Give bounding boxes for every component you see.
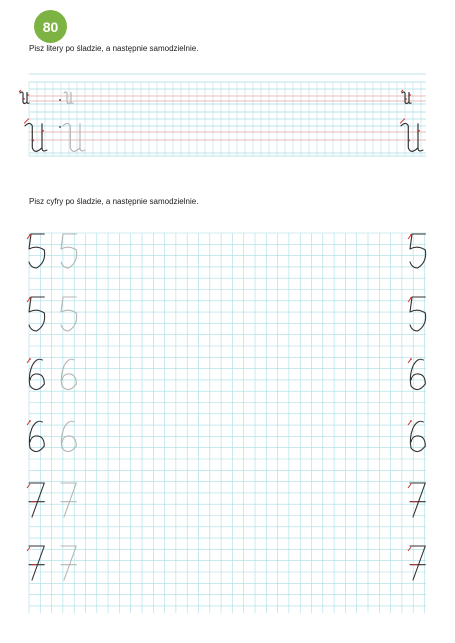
digit-5-stroke	[29, 297, 45, 331]
digit-6-stroke	[29, 359, 44, 389]
model-digit-5	[27, 297, 45, 331]
digit-5-stroke	[410, 234, 426, 268]
start-dot-mark	[42, 130, 44, 132]
letter-u-stroke	[25, 123, 47, 151]
start-dot-mark	[27, 94, 29, 96]
letter-u-stroke	[20, 92, 29, 104]
letter-u-stroke	[401, 123, 423, 151]
model-digit-5-right	[408, 234, 426, 268]
digit-7-stroke	[410, 546, 425, 580]
start-dot-mark	[418, 130, 420, 132]
digit-7-stroke	[29, 483, 44, 517]
letter-practice-area	[19, 74, 426, 156]
start-dot-mark	[29, 420, 31, 422]
model-letter-u-large	[24, 119, 47, 152]
start-arrow-mark	[27, 484, 30, 488]
model-letter-u-large-right	[400, 119, 423, 152]
digits-instruction: Pisz cyfry po śladzie, a następnie samodzielnie.	[29, 197, 199, 206]
letters-instruction: Pisz litery po śladzie, a następnie samodzielnie.	[29, 44, 199, 53]
start-dot-mark	[408, 140, 410, 142]
start-arrow-mark	[408, 547, 411, 551]
start-dot-mark	[410, 358, 412, 360]
start-dot-mark	[29, 297, 31, 299]
letter-u-stroke	[402, 92, 411, 104]
start-dot-mark	[29, 234, 31, 236]
model-digit-7	[27, 483, 44, 517]
model-letter-u-small-right	[401, 90, 411, 104]
model-digit-7-right	[408, 546, 425, 580]
model-letter-u-small	[19, 90, 29, 104]
digit-6-stroke	[410, 359, 425, 389]
digit-5-stroke	[29, 234, 45, 268]
trace-start-dot	[59, 99, 61, 101]
model-digit-5	[27, 234, 45, 268]
trace-letter-u-large	[63, 123, 85, 151]
start-dot-mark	[410, 297, 412, 299]
start-arrow-mark	[408, 484, 411, 488]
start-arrow-mark	[27, 547, 30, 551]
start-dot-mark	[410, 234, 412, 236]
trace-start-dot	[59, 126, 61, 128]
model-digit-7	[27, 546, 44, 580]
start-dot-mark	[23, 98, 25, 100]
model-digit-7-right	[408, 483, 425, 517]
model-digit-5-right	[408, 297, 426, 331]
page-number-badge: 80	[34, 10, 67, 43]
start-dot-mark	[405, 98, 407, 100]
digit-practice-grid	[27, 233, 426, 613]
model-digit-6	[27, 358, 44, 389]
digit-5-stroke	[410, 297, 426, 331]
digit-7-stroke	[410, 483, 425, 517]
letter-u-stroke	[64, 92, 73, 104]
start-arrow-mark	[24, 119, 29, 124]
start-dot-mark	[32, 140, 34, 142]
start-dot-mark	[410, 420, 412, 422]
digit-7-stroke	[29, 546, 44, 580]
trace-letter-u-small	[64, 92, 73, 104]
letter-u-stroke	[63, 123, 85, 151]
start-dot-mark	[29, 358, 31, 360]
start-dot-mark	[409, 94, 411, 96]
model-digit-6-right	[408, 358, 425, 389]
